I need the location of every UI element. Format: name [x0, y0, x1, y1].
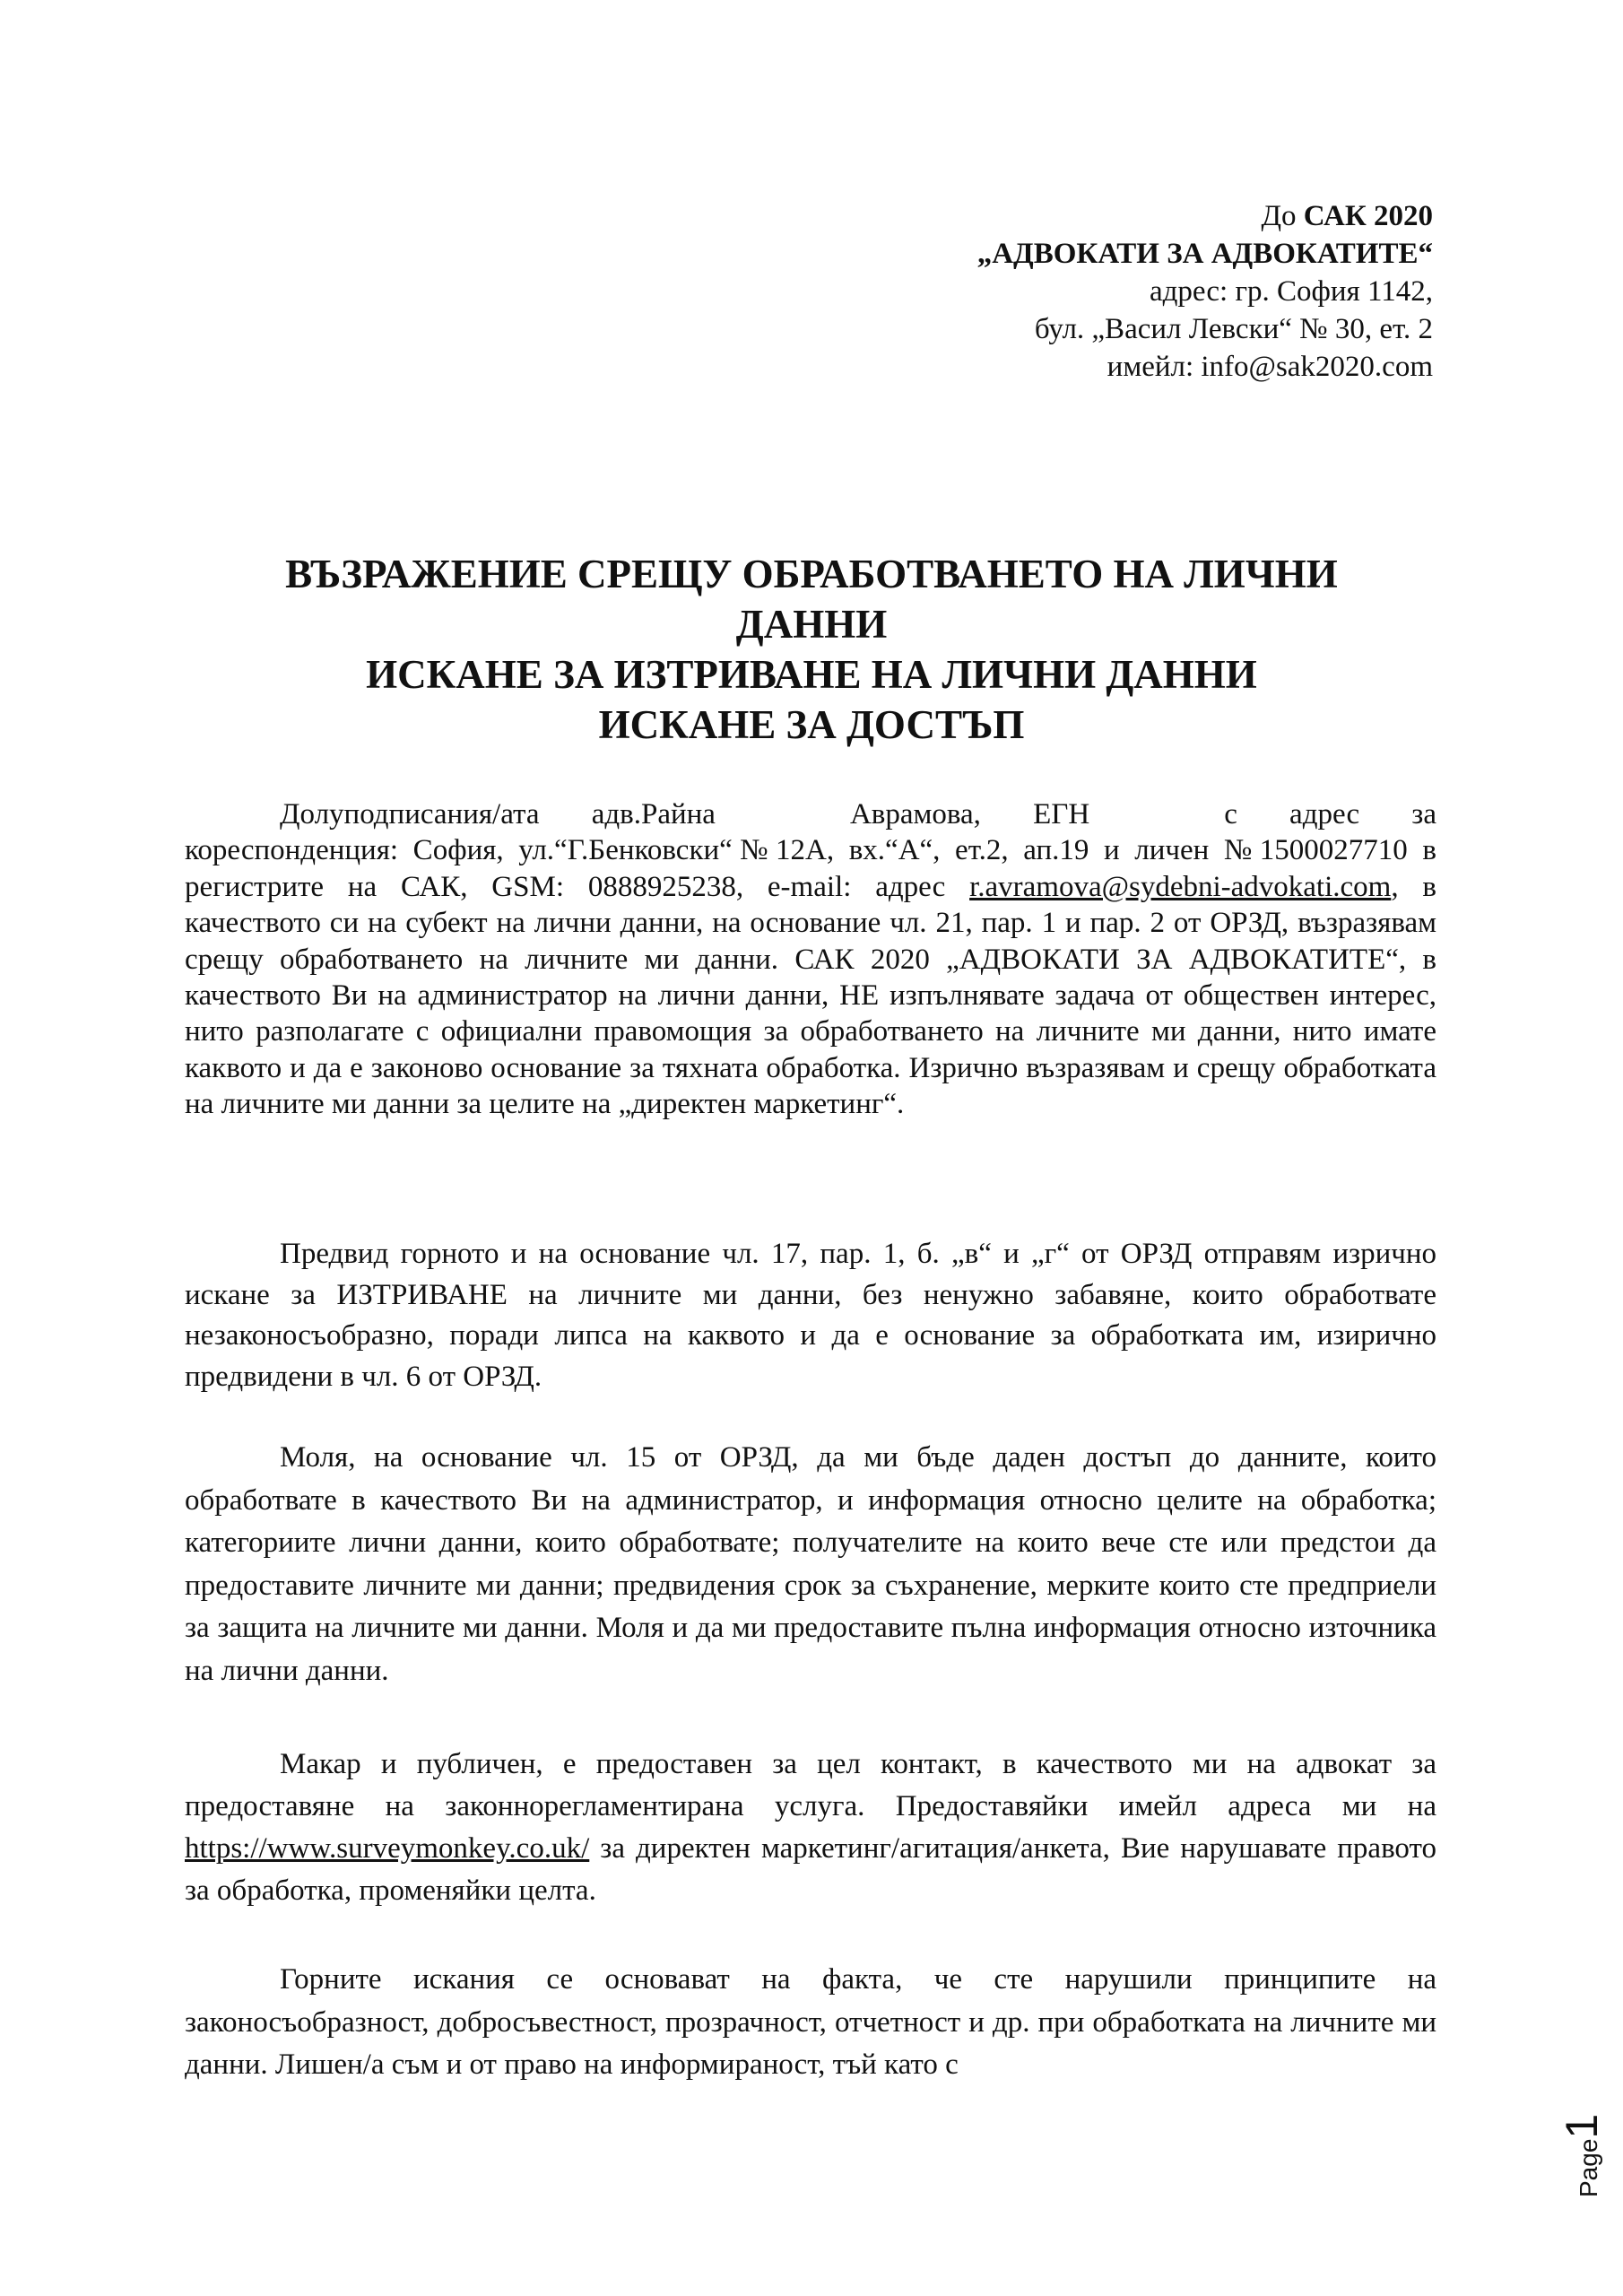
p5-text: Горните искания се основават на факта, че сте нарушили принципите на законосъобразност, добросъвестност, прозрачност, отчетност и др. при обработката на личните ми данни. Лишен/а съм и от право на информираност, тъй като с: [185, 1963, 1436, 2081]
page-number: 1: [1557, 2113, 1607, 2139]
p1-intro: Долуподписания/ата адв.Райна: [280, 798, 716, 831]
addressee-name: САК 2020: [1303, 200, 1433, 232]
email-link[interactable]: r.avramova@sydebni-advokati.com: [969, 870, 1392, 903]
paragraph-purpose: [185, 1744, 1436, 1912]
p2-text: Предвид горното и на основание чл. 17, пар. 1, б. „в“ и „г“ от ОРЗД отправям изрично искане за ИЗТРИВАНЕ на личните ми данни, без ненужно забавяне, които обработвате незаконосъобразно, поради липса на каквото и да е основание за обработката им, изирично предвидени в чл. 6 от ОРЗД.: [185, 1238, 1436, 1393]
page-number-mark: [1511, 2054, 1607, 2197]
title-line-2: ДАННИ: [735, 602, 888, 647]
addressee-org-name: „АДВОКАТИ ЗА АДВОКАТИТЕ“: [976, 238, 1433, 270]
title-line-3: ИСКАНЕ ЗА ИЗТРИВАНЕ НА ЛИЧНИ ДАННИ: [366, 652, 1257, 697]
addressee-line-2: [977, 235, 1433, 273]
surveymonkey-link[interactable]: https://www.surveymonkey.co.uk/: [185, 1832, 590, 1865]
paragraph-objection: [185, 796, 1436, 1123]
addressee-line-1: [977, 197, 1433, 235]
title-line-1: ВЪЗРАЖЕНИЕ СРЕЩУ ОБРАБОТВАНЕТО НА ЛИЧНИ: [285, 552, 1338, 596]
p1-name-egn: Аврамова, ЕГН: [849, 798, 1090, 831]
addressee-address-street: бул. „Васил Левски“ № 30, ет. 2: [1034, 313, 1433, 345]
addressee-email: имейл: info@sak2020.com: [1107, 351, 1433, 383]
document-title: [179, 549, 1444, 750]
paragraph-erasure: [185, 1234, 1436, 1397]
title-line-4: ИСКАНЕ ЗА ДОСТЪП: [598, 702, 1025, 747]
p1-body-text: , в качеството си на субект на лични данни, на основание чл. 21, пар. 1 и пар. 2 от ОРЗД, възразявам срещу обработването на личните ми данни. САК 2020 „АДВОКАТИ ЗА АДВОКАТИТЕ“, в качеството Ви на администратор на лични данни, НЕ изпълнявате задача от обществен интерес, нито разполагате с официални правомощия за обработването на личните ми данни, нито имате каквото и да е законово основание за тяхната обработка. Изрично възразявам и срещу обработката на личните ми данни за целите на „директен маркетинг“.: [185, 870, 1436, 1121]
addressee-prefix: До: [1261, 200, 1304, 232]
page-label: Page: [1575, 2138, 1602, 2197]
paragraph-grounds: [185, 1959, 1436, 2087]
p1-address-text: с адрес за кореспонденция: София, ул.“Г.Бенковски“№12А, вх.“А“, ет.2, ап.19 и личен №1500027710 в регистрите на САК, GSM: 0888925238, e-mail: адрес: [185, 798, 1436, 903]
paragraph-access: [185, 1437, 1436, 1692]
p3-text: Моля, на основание чл. 15 от ОРЗД, да ми бъде даден достъп до данните, които обработвате в качеството Ви на администратор, и информация относно целите на обработка; категориите лични данни, които обработвате; получателите на които вече сте или предстои да предоставите личните ми данни; предвидения срок за съхранение, мерките които сте предприели за защита на личните ми данни. Моля и да ми предоставите пълна информация относно източника на лични данни.: [185, 1441, 1436, 1687]
addressee-address-city: адрес: гр. София 1142,: [1149, 275, 1433, 308]
addressee-block: [977, 197, 1433, 386]
p4-text-b: за директен маркетинг/агитация/анкета, Вие нарушавате правото за обработка, променяйки целта.: [185, 1832, 1436, 1907]
p4-text-a: Макар и публичен, е предоставен за цел контакт, в качеството ми на адвокат за предоставяне на законнорегламентирана услуга. Предоставяйки имейл адреса ми на: [185, 1748, 1436, 1822]
